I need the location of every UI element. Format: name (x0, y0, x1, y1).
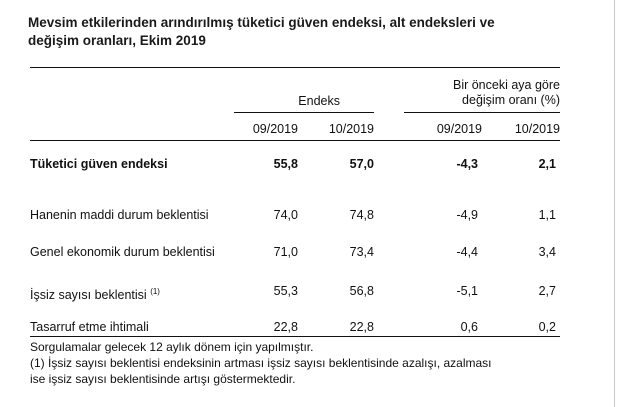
table-cell: 55,3 (273, 284, 298, 298)
table-cell: -4,3 (456, 157, 478, 171)
table-title (28, 14, 588, 50)
column-header: 10/2019 (328, 122, 374, 136)
row-label: Tüketici güven endeksi (30, 157, 168, 171)
column-header: 09/2019 (436, 122, 482, 136)
table-cell: 56,8 (349, 284, 374, 298)
top-rule (30, 67, 560, 68)
footnote-1-line-2: ise işsiz sayısı beklentisinde artışı göstermektedir. (30, 372, 296, 386)
table-cell: 22,8 (349, 320, 374, 334)
footnote-1-line-1: (1) İşsiz sayısı beklentisi endeksinin artması işsiz sayısı beklentisinde azalışı, azalması (30, 356, 492, 370)
frame-border (614, 0, 615, 407)
group-header-change (400, 78, 560, 108)
footnote-survey: Sorgulamalar gelecek 12 aylık dönem için yapılmıştır. (30, 340, 314, 354)
row-label-text: İşsiz sayısı beklentisi (30, 288, 151, 302)
group-header-index: Endeks (298, 94, 340, 108)
row-label: Tasarruf etme ihtimali (30, 320, 149, 334)
table-cell: 74,8 (349, 208, 374, 222)
table-cell: 73,4 (349, 245, 374, 259)
row-label: Hanenin maddi durum beklentisi (30, 208, 209, 222)
table-cell: 1,1 (538, 208, 556, 222)
column-header: 10/2019 (514, 122, 560, 136)
table-title-line-1: Mevsim etkilerinden arındırılmış tüketici güven endeksi, alt endeksleri ve (28, 15, 495, 30)
table-cell: -5,1 (456, 284, 478, 298)
group-header-change-line-1: Bir önceki aya göre (452, 78, 560, 92)
table-cell: 2,1 (538, 157, 556, 171)
table-title-line-2: değişim oranları, Ekim 2019 (28, 33, 206, 48)
row-label (30, 284, 160, 303)
table-cell: 0,2 (538, 320, 556, 334)
table-cell: 55,8 (273, 157, 298, 171)
table-cell: -4,4 (456, 245, 478, 259)
table-cell: 57,0 (349, 157, 374, 171)
header-bottom-rule (30, 140, 560, 141)
column-header: 09/2019 (252, 122, 298, 136)
table-cell: 74,0 (273, 208, 298, 222)
table-cell: -4,9 (456, 208, 478, 222)
bottom-rule (30, 336, 560, 337)
table-cell: 71,0 (273, 245, 298, 259)
change-group-rule (404, 112, 560, 113)
table-cell: 2,7 (538, 284, 556, 298)
group-header-change-line-2: değişim oranı (%) (462, 93, 560, 107)
table-cell: 0,6 (460, 320, 478, 334)
table-cell: 3,4 (538, 245, 556, 259)
row-label: Genel ekonomik durum beklentisi (30, 245, 215, 259)
index-group-rule (234, 112, 374, 113)
footnote-marker: (1) (150, 287, 160, 296)
table-cell: 22,8 (273, 320, 298, 334)
